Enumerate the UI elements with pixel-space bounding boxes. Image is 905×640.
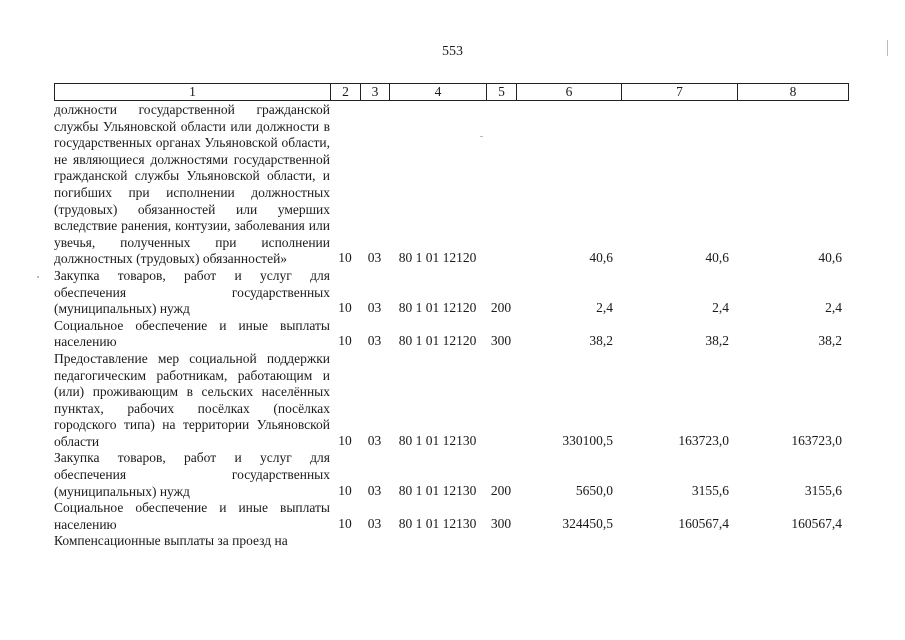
row-subsection: 03 [367, 432, 382, 448]
row-amount-8: 160567,4 [791, 515, 842, 531]
header-col-8: 8 [738, 84, 849, 101]
row-section: 10 [338, 432, 352, 448]
row-description: Закупка товаров, работ и услуг для обеспечения государственных (муниципальных) нужд [54, 450, 330, 499]
row-amount-8: 3155,6 [804, 482, 842, 498]
row-amount-7: 2,4 [712, 300, 729, 316]
row-expense-type [486, 267, 516, 268]
row-section: 10 [338, 515, 352, 531]
row-amount-7: 38,2 [705, 333, 729, 349]
table-row [54, 102, 848, 268]
row-amount-6: 38,2 [589, 333, 613, 349]
row-amount-8 [737, 549, 848, 550]
row-description: Социальное обеспечение и иные выплаты населению [54, 500, 330, 532]
row-description: должности государственной гражданской службы Ульяновской области или должности в государственных органах Ульяновской области, не являющиеся должностями государственной гражданской службы Ульяновской области, и погибших при исполнении должностных (трудовых) обязанностей или умерших вследствие ранения, контузии, заболевания или увечья, полученных при исполнении должностных (трудовых) обязанностей» [54, 102, 330, 267]
table-row [54, 268, 848, 318]
row-amount-8: 163723,0 [791, 432, 842, 448]
row-target-code [389, 549, 486, 550]
row-amount-8: 40,6 [818, 250, 842, 266]
header-col-7: 7 [622, 84, 738, 101]
row-amount-7: 3155,6 [691, 482, 729, 498]
row-target-code: 80 1 01 12120 [398, 300, 477, 316]
row-amount-7 [621, 549, 737, 550]
row-target-code: 80 1 01 12130 [398, 515, 477, 531]
row-target-code: 80 1 01 12130 [398, 432, 477, 448]
table-row [54, 318, 848, 351]
table-row [54, 351, 848, 451]
header-col-3: 3 [361, 84, 390, 101]
table-header [54, 83, 849, 101]
row-section: 10 [338, 333, 352, 349]
table-row [54, 450, 848, 500]
row-amount-7: 160567,4 [678, 515, 729, 531]
row-description: Социальное обеспечение и иные выплаты населению [54, 317, 330, 350]
row-expense-type: 200 [490, 300, 512, 316]
row-description: Предоставление мер социальной поддержки педагогическим работникам, работающим и (или) проживающим в сельских населённых пунктах, рабочих посёлках (посёлках городского типа) на территории Ульяновской области [54, 350, 330, 449]
scan-speck [480, 136, 483, 137]
row-amount-7: 163723,0 [678, 432, 729, 448]
row-amount-6 [516, 549, 621, 550]
row-amount-6: 2,4 [596, 300, 613, 316]
header-col-5: 5 [487, 84, 517, 101]
table-row [54, 533, 848, 550]
row-section [330, 549, 360, 550]
row-amount-6: 324450,5 [562, 515, 613, 531]
header-col-1: 1 [55, 84, 331, 101]
row-description: Компенсационные выплаты за проезд на [54, 533, 288, 549]
row-amount-7: 40,6 [705, 250, 729, 266]
row-subsection: 03 [367, 300, 382, 316]
table-body [54, 102, 848, 550]
row-subsection: 03 [367, 250, 382, 266]
row-subsection: 03 [367, 515, 382, 531]
row-expense-type: 300 [490, 333, 512, 349]
scan-speck [37, 276, 39, 278]
row-expense-type [486, 449, 516, 450]
row-section: 10 [338, 300, 352, 316]
row-amount-6: 5650,0 [575, 482, 613, 498]
row-section: 10 [338, 482, 352, 498]
row-expense-type: 200 [490, 482, 512, 498]
row-target-code: 80 1 01 12120 [398, 250, 477, 266]
row-target-code: 80 1 01 12120 [398, 333, 477, 349]
row-subsection [360, 549, 389, 550]
row-expense-type: 300 [490, 515, 512, 531]
row-description: Закупка товаров, работ и услуг для обеспечения государственных (муниципальных) нужд [54, 267, 330, 317]
header-col-4: 4 [390, 84, 487, 101]
row-amount-8: 2,4 [825, 300, 842, 316]
row-expense-type [486, 549, 516, 550]
table-row [54, 500, 848, 533]
row-subsection: 03 [367, 333, 382, 349]
scan-speck [887, 40, 888, 56]
row-amount-6: 40,6 [589, 250, 613, 266]
header-col-2: 2 [331, 84, 361, 101]
row-subsection: 03 [367, 482, 382, 498]
row-amount-6: 330100,5 [562, 432, 613, 448]
row-target-code: 80 1 01 12130 [398, 482, 477, 498]
row-section: 10 [338, 250, 352, 266]
header-col-6: 6 [517, 84, 622, 101]
row-amount-8: 38,2 [818, 333, 842, 349]
page-number: 553 [442, 44, 463, 59]
